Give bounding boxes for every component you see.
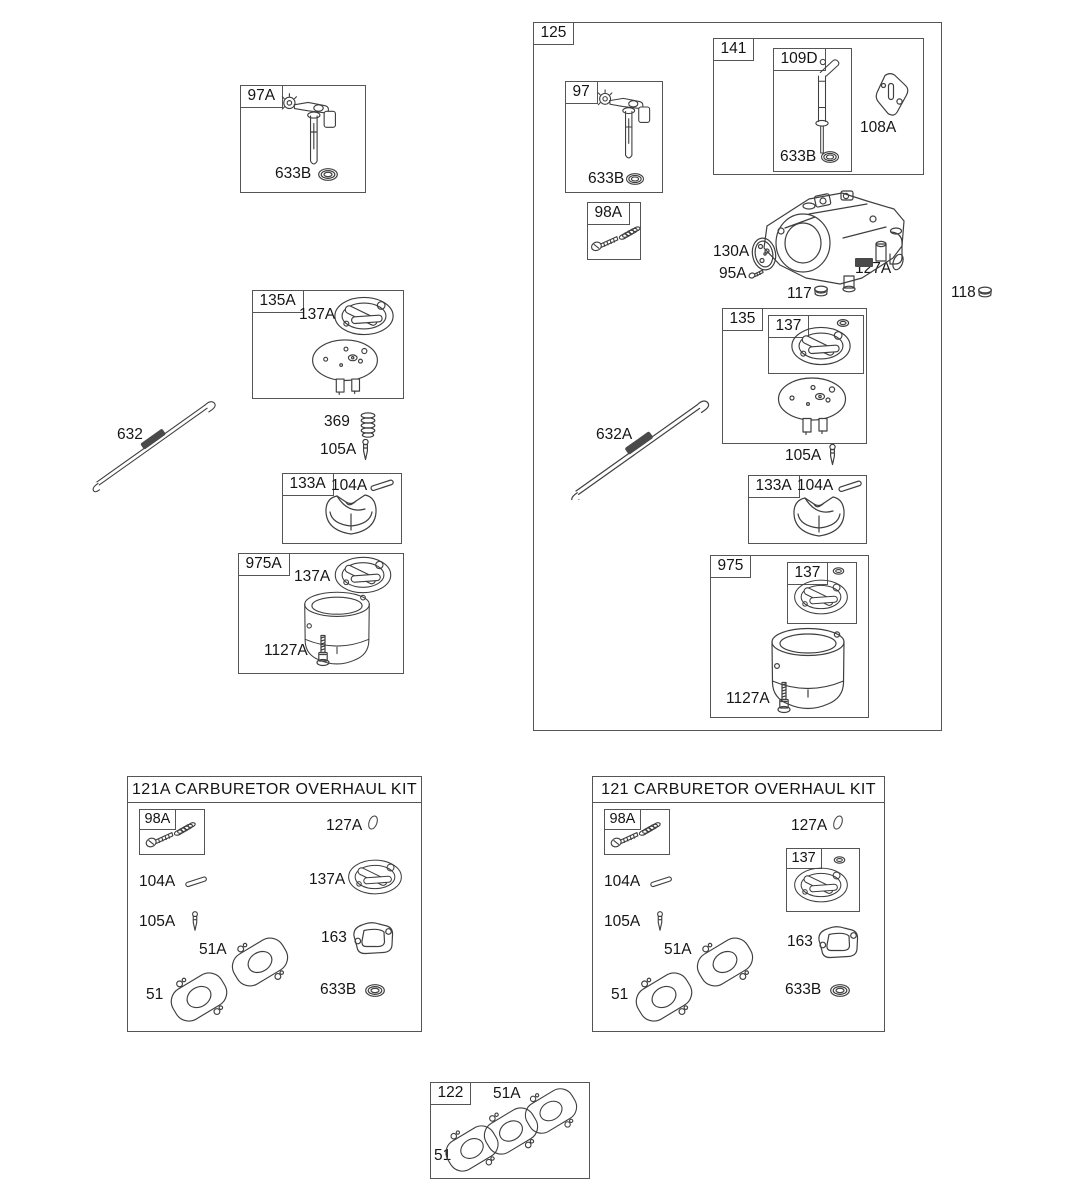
oring-label-127A-kit121A: 127A (326, 817, 363, 834)
screw-spring-icon (607, 818, 663, 850)
kit-121A-title: 121A CARBURETOR OVERHAUL KIT (128, 777, 421, 803)
oring-label-127A-kit121: 127A (791, 817, 828, 834)
screw-icon (748, 267, 764, 279)
bowl-nut-icon (977, 286, 993, 299)
group-box-135A-tag: 135A (252, 290, 304, 313)
link-label-632: 632 (117, 426, 143, 443)
float-cup-icon (788, 492, 850, 540)
group-box-133A-right-tag: 133A (748, 475, 800, 498)
screw-spring-icon (142, 818, 198, 850)
bracket-label-108A: 108A (860, 119, 897, 136)
diaphragm-plate-icon (308, 337, 382, 395)
throttle-shaft-icon (280, 92, 342, 172)
float-icon (792, 578, 850, 616)
gasket-label-51-kit121: 51 (611, 986, 629, 1003)
group-box-98A-kit121A-tag: 98A (139, 809, 177, 830)
pin-label-104A-left: 104A (331, 477, 368, 494)
gasket-icon (631, 968, 697, 1026)
throttle-plate-label-130A: 130A (713, 243, 750, 260)
gasket-icon (227, 934, 293, 990)
group-box-133A-left-tag: 133A (282, 473, 334, 496)
gasket-icon (814, 924, 862, 962)
o-ring-icon (833, 855, 846, 865)
needle-label-105A-kit121A: 105A (139, 913, 176, 930)
bowl-bolt-icon (777, 680, 791, 714)
group-box-975A-tag: 975A (238, 553, 290, 576)
float-icon (345, 858, 405, 896)
o-ring-icon (832, 566, 845, 576)
diaphragm-plate-icon (775, 375, 849, 435)
group-box-137-in-135-tag: 137 (768, 315, 810, 338)
bolt-label-1127A-975A: 1127A (264, 642, 308, 659)
hinge-pin-icon (183, 874, 209, 889)
washer-label-97: 633B (588, 170, 625, 187)
o-ring-icon (891, 252, 905, 272)
gasket-label-51-kit121A: 51 (146, 986, 164, 1003)
gasket-label-51A-kit121: 51A (664, 941, 692, 958)
group-box-135-tag: 135 (722, 308, 764, 331)
spring-label-369: 369 (324, 413, 350, 430)
oring-label-127A-125: 127A (855, 260, 892, 277)
gasket-label-51A-kit121A: 51A (199, 941, 227, 958)
gasket-label-163-kit121A: 163 (321, 929, 347, 946)
needle-label-105A-left: 105A (320, 441, 357, 458)
float-icon (332, 295, 396, 337)
washer-label-633B-kit121: 633B (785, 981, 822, 998)
screw-spring-icon (589, 222, 641, 254)
pin-label-104A-kit121: 104A (604, 873, 641, 890)
group-box-122-tag: 122 (430, 1082, 472, 1105)
group-box-975-tag: 975 (710, 555, 752, 578)
washer-label-109D: 633B (780, 148, 817, 165)
pin-label-104A-kit121A: 104A (139, 873, 176, 890)
gasket-icon (520, 1085, 582, 1137)
group-box-97A-tag: 97A (240, 85, 284, 108)
screw-label-95A: 95A (719, 265, 747, 282)
float-icon (331, 555, 395, 595)
bracket-icon (874, 72, 910, 118)
group-box-125-tag: 125 (533, 22, 575, 45)
washer-icon (829, 983, 851, 998)
group-box-141-tag: 141 (713, 38, 755, 61)
washer-icon (317, 167, 339, 182)
gasket-icon (692, 934, 758, 990)
choke-shaft-icon (800, 55, 844, 160)
gasket-icon (349, 920, 397, 958)
float-label-137A-kit121A: 137A (309, 871, 346, 888)
needle-valve-icon (359, 439, 372, 461)
pin-label-104A-right: 104A (797, 477, 834, 494)
float-cup-icon (320, 490, 382, 538)
bolt-label-1127A-975: 1127A (726, 690, 770, 707)
washer-icon (625, 172, 645, 186)
group-box-137-in-975-tag: 137 (787, 562, 829, 585)
needle-valve-icon (189, 911, 201, 932)
governor-link-spring-icon (566, 388, 714, 500)
needle-label-105A-kit121: 105A (604, 913, 641, 930)
group-box-98A-kit121-tag: 98A (604, 809, 642, 830)
throttle-shaft-icon (596, 88, 656, 166)
gasket-label-163-kit121: 163 (787, 933, 813, 950)
link-label-632A: 632A (596, 426, 633, 443)
governor-link-spring-icon (88, 386, 220, 494)
hinge-pin-icon (648, 874, 674, 889)
group-box-137-kit121-tag: 137 (786, 848, 822, 869)
group-box-97-tag: 97 (565, 81, 598, 104)
bowl-bolt-icon (316, 633, 330, 667)
nut-label-117: 117 (787, 285, 812, 302)
spring-icon (358, 412, 378, 438)
float-icon (792, 866, 850, 904)
gasket-icon (166, 968, 232, 1026)
float-icon (789, 325, 853, 367)
gasket-label-51A-122: 51A (493, 1085, 521, 1102)
needle-label-105A-right: 105A (785, 447, 822, 464)
nut-label-118: 118 (951, 284, 976, 301)
kit-121-title: 121 CARBURETOR OVERHAUL KIT (593, 777, 884, 803)
group-box-109D-tag: 109D (773, 48, 826, 71)
needle-valve-icon (826, 444, 839, 466)
float-label-137A-135A: 137A (299, 306, 336, 323)
washer-icon (364, 983, 386, 998)
needle-valve-icon (654, 911, 666, 932)
washer-icon (820, 150, 840, 164)
o-ring-icon (832, 814, 844, 831)
gasket-label-51-122: 51 (434, 1147, 452, 1164)
washer-label-633B-kit121A: 633B (320, 981, 357, 998)
o-ring-icon (367, 814, 379, 831)
group-box-98A-125-tag: 98A (587, 202, 631, 225)
washer-label-97A: 633B (275, 165, 312, 182)
fuel-bowl-icon (298, 590, 376, 668)
bowl-nut-icon (813, 285, 829, 298)
float-label-137A-975A: 137A (294, 568, 331, 585)
